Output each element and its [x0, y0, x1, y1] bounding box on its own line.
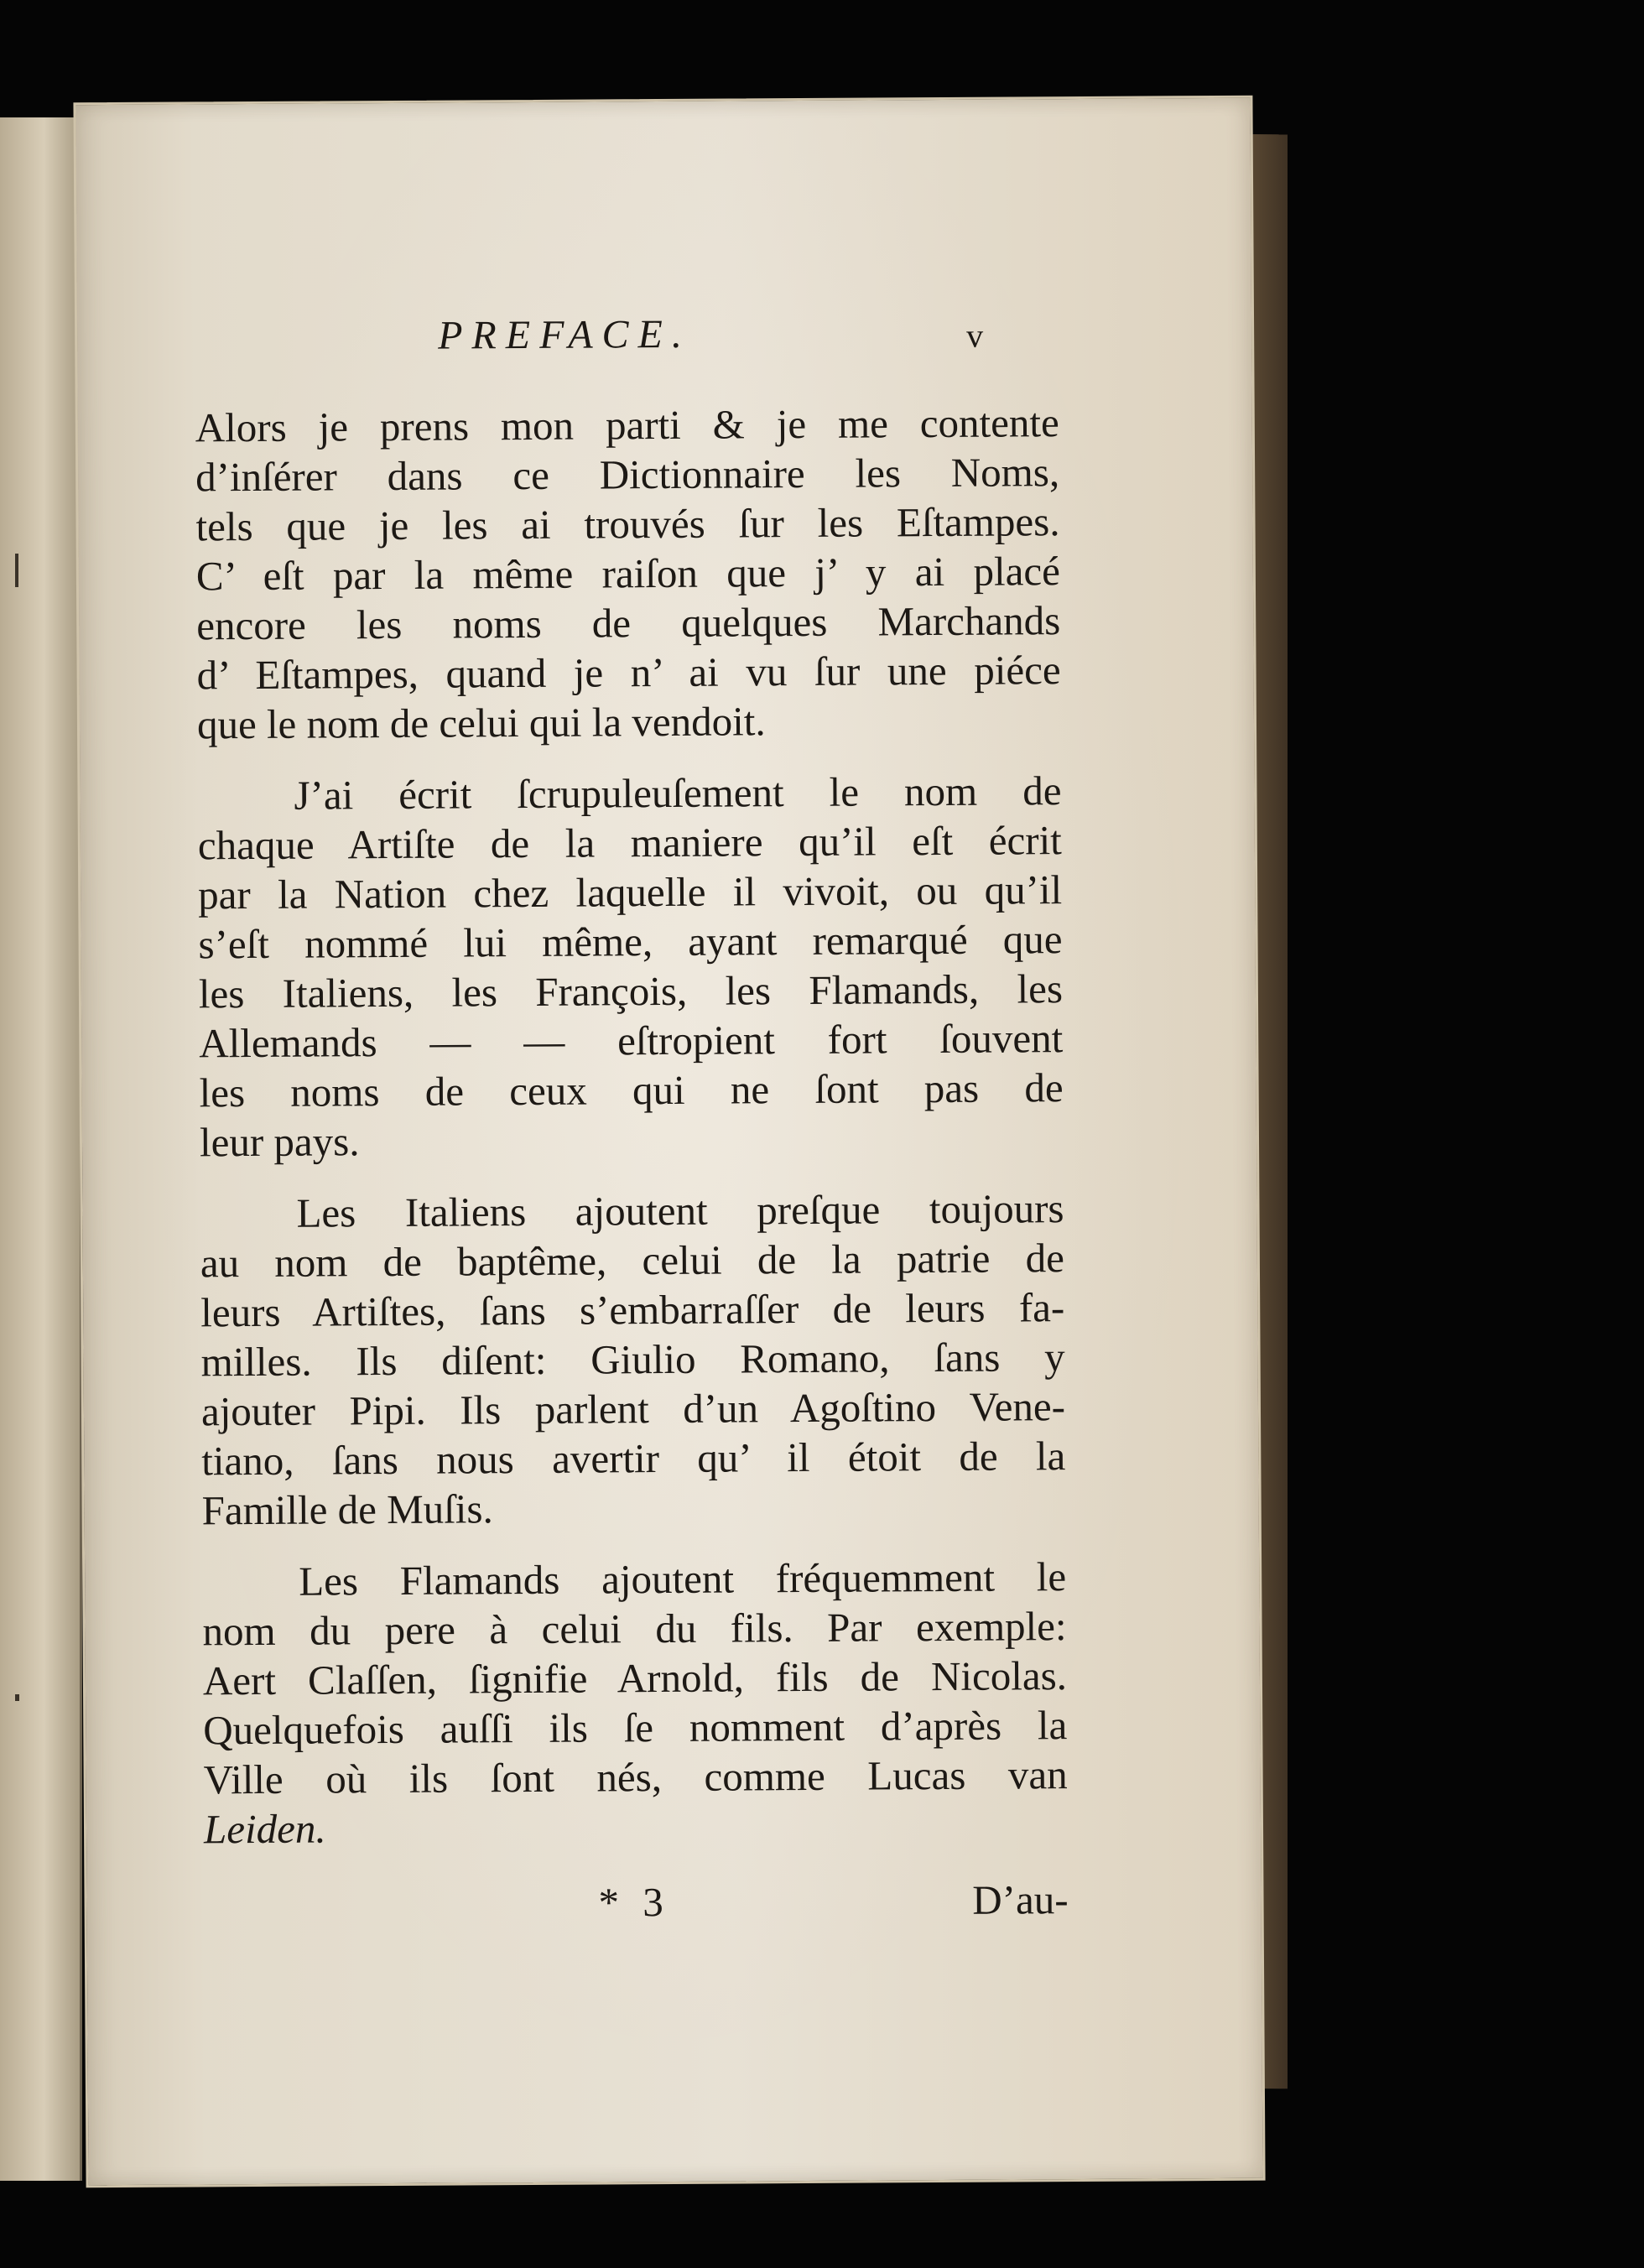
text-line: Allemands — — eſtropient fort ſouvent	[199, 1015, 1064, 1067]
text-line: d’inſérer dans ce Dictionnaire les Noms,	[195, 449, 1060, 501]
text-line: Quelquefois auſſi ils ſe nomment d’après la	[203, 1702, 1068, 1754]
text-line: chaque Artiſte de la maniere qu’il eſt écrit	[197, 817, 1062, 869]
paragraph-3	[200, 1183, 1066, 1534]
text-line: Alors je prens mon parti & je me contente	[195, 399, 1059, 451]
text-line: encore les noms de quelques Marchands	[196, 597, 1061, 649]
text-line: leurs Artiſtes, ſans s’embarraſſer de leurs fa-	[200, 1284, 1065, 1336]
text-line: s’eſt nommé lui même, ayant remarqué que	[198, 916, 1063, 968]
text-line: J’ai écrit ſcrupuleuſement le nom de	[294, 767, 1062, 819]
text-line: nom du pere à celui du fils. Par exemple:	[202, 1603, 1067, 1655]
text-line: que le nom de celui qui la vendoit.	[196, 698, 766, 748]
text-line: Les Flamands ajoutent fréquemment le	[299, 1553, 1067, 1605]
running-head	[438, 310, 983, 380]
text-line: les noms de ceux qui ne ſont pas de	[199, 1064, 1064, 1116]
text-line: tiano, ſans nous avertir qu’ il étoit de la	[201, 1433, 1066, 1485]
text-line: Les Italiens ajoutent preſque toujours	[296, 1185, 1064, 1236]
paragraph-2	[197, 765, 1064, 1166]
text-line: Aert Claſſen, ſignifie Arnold, fils de Nicolas.	[202, 1652, 1068, 1704]
paragraph-1	[195, 397, 1062, 748]
text-line: au nom de baptême, celui de la patrie de	[200, 1235, 1065, 1287]
text-line: Famille de Muſis.	[201, 1485, 493, 1534]
catchword: D’au-	[972, 1876, 1069, 1923]
text-line: leur pays.	[199, 1118, 360, 1166]
text-line: milles. Ils diſent: Giulio Romano, ſans y	[200, 1334, 1065, 1386]
text-line: tels que je les ai trouvés ſur les Eſtampes.	[195, 498, 1060, 550]
text-line: Ville où ils ſont nés, comme Lucas van	[203, 1751, 1068, 1803]
book-page	[73, 96, 1265, 2188]
signature-mark: * 3	[598, 1878, 670, 1926]
text-line: C’ eſt par la même raiſon que j’ y ai placé	[195, 548, 1061, 600]
adjacent-page-edge	[0, 117, 82, 2181]
text-line: d’ Eſtampes, quand je n’ ai vu ſur une piéce	[196, 647, 1061, 699]
text-line: par la Nation chez laquelle il vivoit, ou qu’il	[198, 866, 1063, 918]
paragraph-4	[202, 1551, 1068, 1853]
page-number: v	[966, 316, 984, 355]
text-line: les Italiens, les François, les Flamands, les	[198, 965, 1064, 1017]
text-line: Leiden.	[203, 1805, 326, 1853]
text-line: ajouter Pipi. Ils parlent d’un Agoſtino Vene-	[200, 1383, 1066, 1435]
page-title: PREFACE.	[437, 311, 692, 358]
body-text	[195, 397, 1069, 1875]
page-footer	[598, 1875, 1068, 1937]
